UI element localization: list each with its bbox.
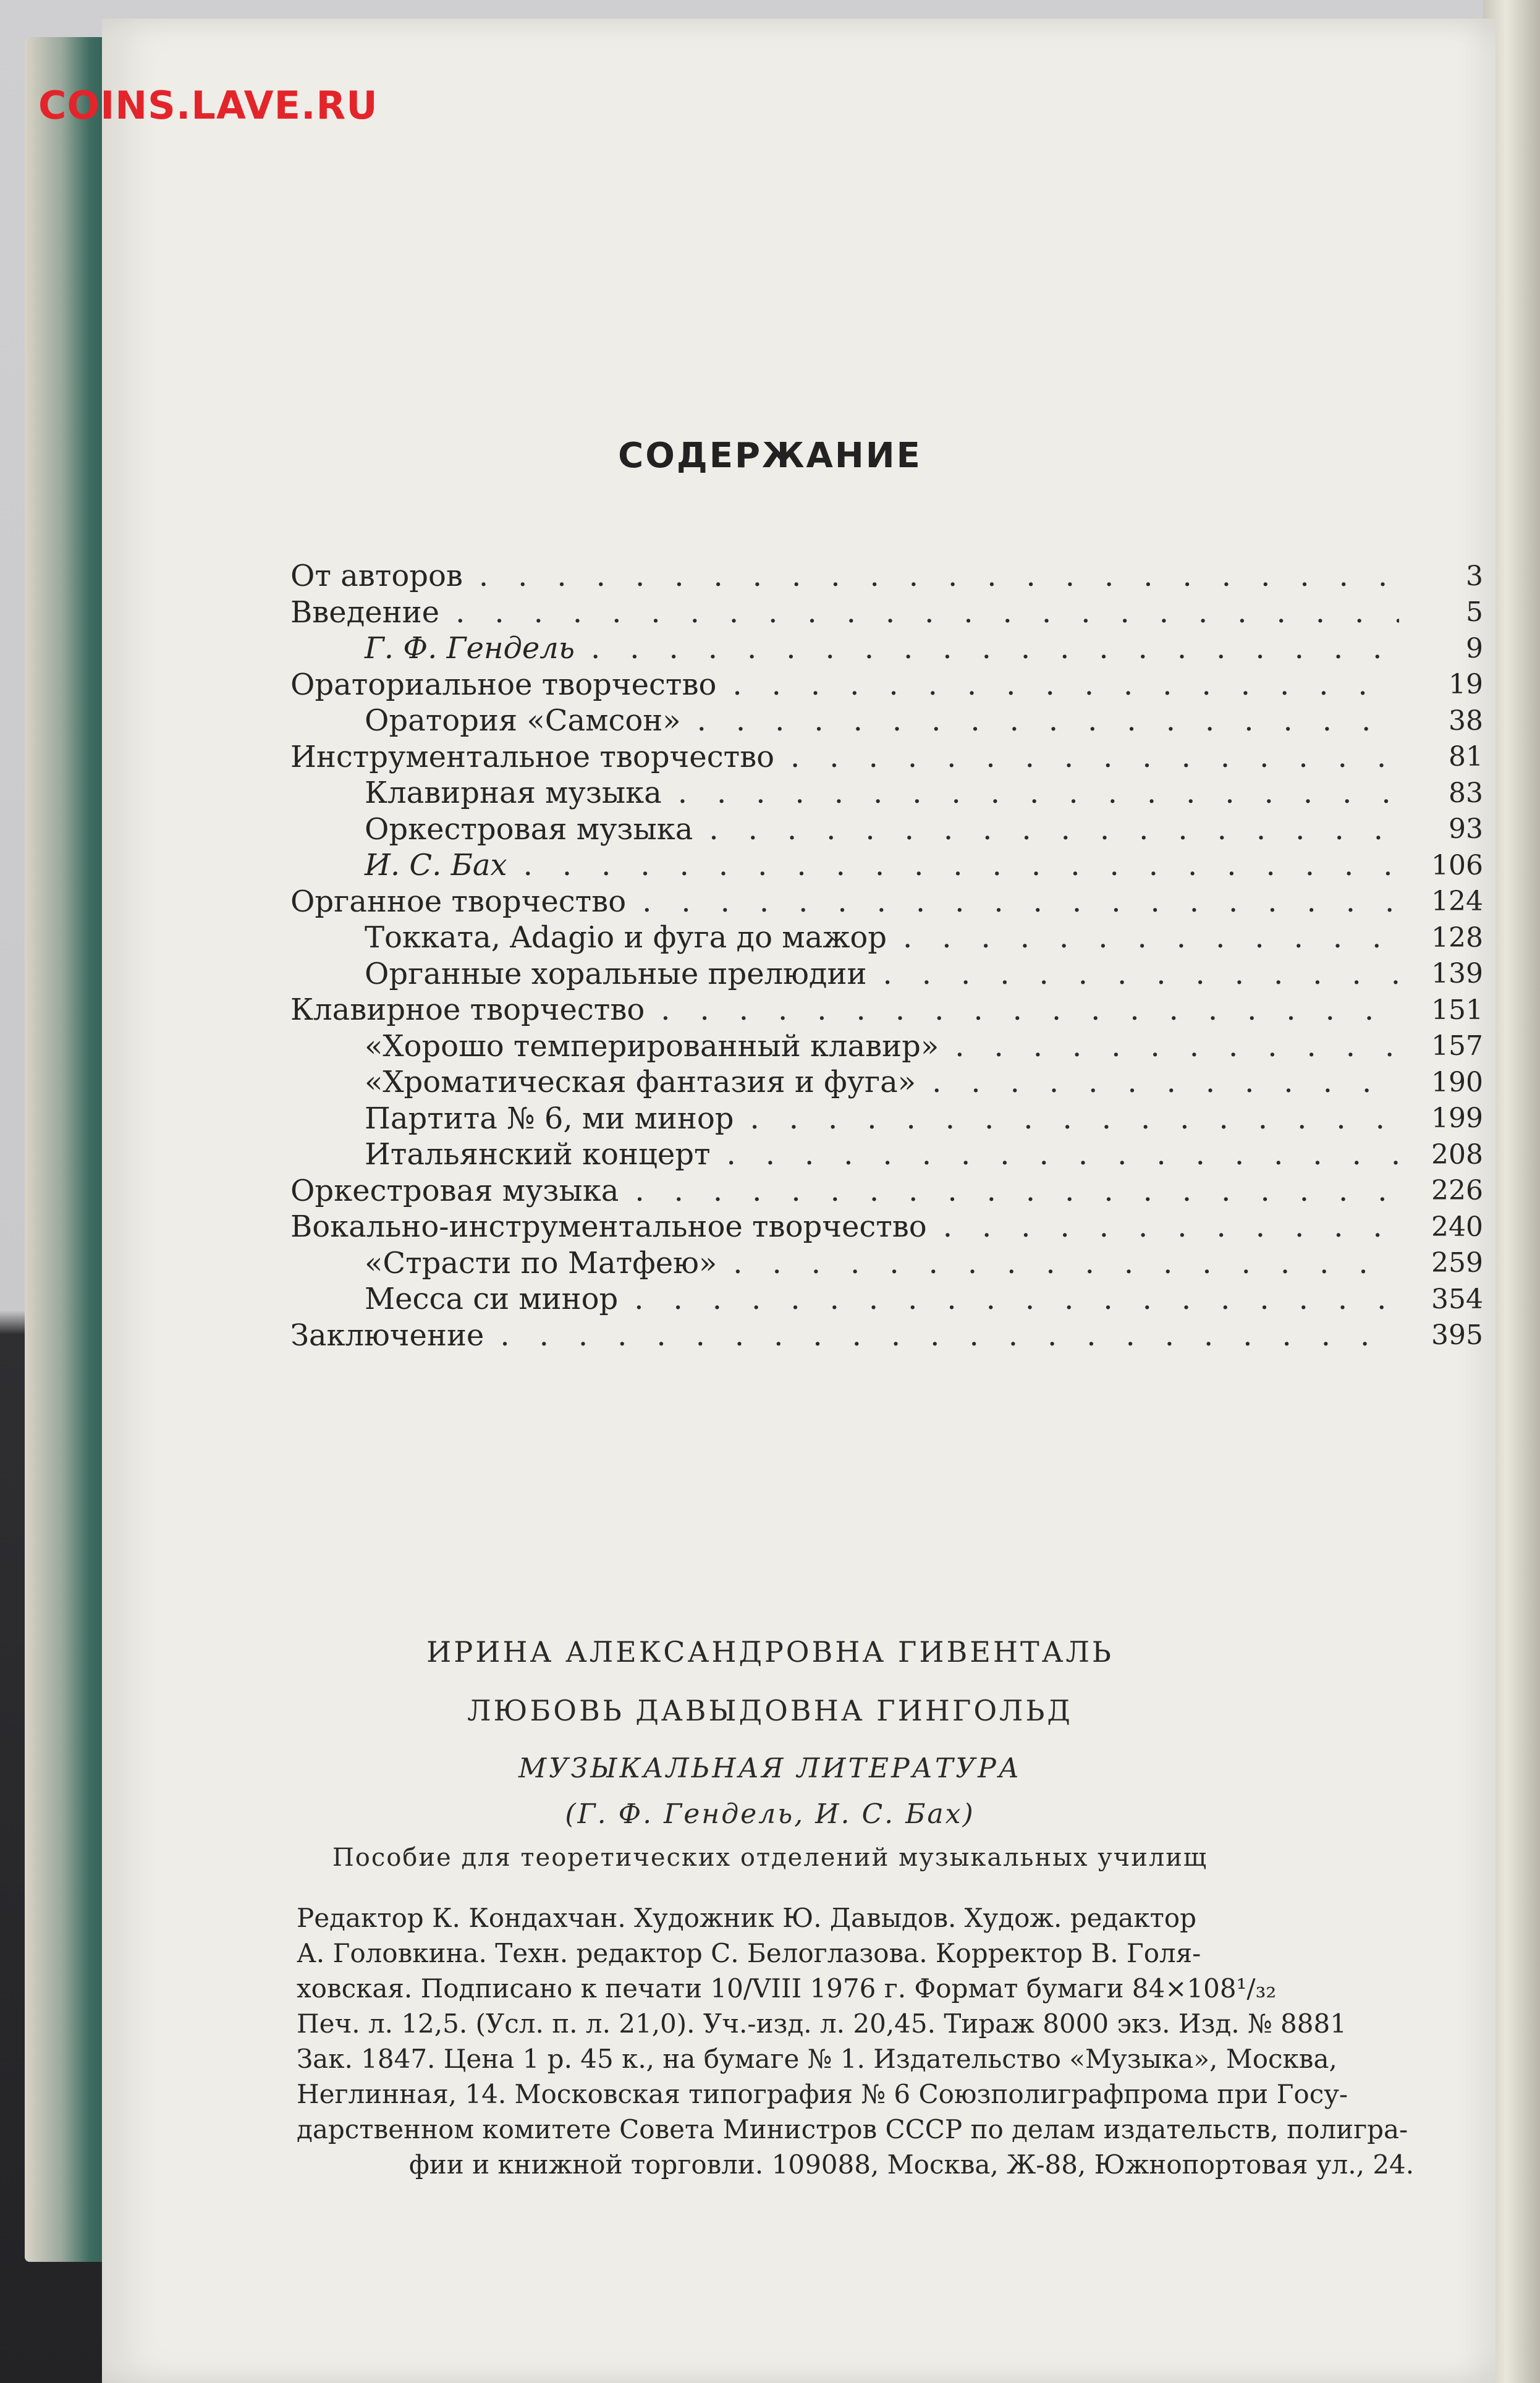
toc-entry-label: Ораториальное творчество (290, 667, 717, 702)
toc-entry-page: 199 (1431, 1103, 1483, 1135)
toc-entry (290, 920, 1483, 956)
toc-entry (290, 1318, 1483, 1354)
toc-leader-dots (635, 1174, 1399, 1208)
toc-entry-page: 106 (1431, 849, 1483, 881)
toc-leader-dots (455, 595, 1399, 630)
toc-entry (290, 558, 1483, 595)
toc-entry-label: И. С. Бах (365, 848, 507, 883)
author-2: ЛЮБОВЬ ДАВЫДОВНА ГИНГОЛЬД (467, 1694, 1073, 1727)
toc-entry (290, 595, 1483, 631)
toc-entry-page: 151 (1431, 994, 1483, 1026)
toc-entry-page: 226 (1431, 1175, 1483, 1207)
colophon-line: Зак. 1847. Цена 1 р. 45 к., на бумаге № 1. Издательство «Музыка», Москва, (297, 2044, 1337, 2074)
toc-entry-label: Оратория «Самсон» (365, 703, 681, 739)
toc-entry-page: 5 (1466, 596, 1483, 629)
toc-leader-dots (523, 848, 1399, 883)
toc-leader-dots (955, 1029, 1399, 1064)
toc-entry-page: 240 (1431, 1211, 1483, 1243)
toc-entry (290, 811, 1483, 848)
toc-leader-dots (750, 1101, 1399, 1136)
book-subtitle: (Г. Ф. Гендель, И. С. Бах) (565, 1798, 975, 1830)
toc-entry (290, 1136, 1483, 1173)
toc-entry-page: 395 (1431, 1319, 1483, 1352)
toc-leader-dots (733, 1246, 1399, 1280)
toc-entry-page: 157 (1431, 1030, 1483, 1062)
toc-leader-dots (943, 1209, 1399, 1244)
toc-entry (290, 1028, 1483, 1065)
colophon-line: Редактор К. Кондахчан. Художник Ю. Давыдов. Худож. редактор (297, 1903, 1197, 1933)
toc-entry (290, 775, 1483, 811)
toc-entry-label: Оркестровая музыка (290, 1173, 619, 1208)
toc-leader-dots (479, 559, 1399, 593)
toc-entry-label: Вокально-инструментальное творчество (290, 1209, 927, 1245)
toc-leader-dots (932, 1065, 1399, 1099)
colophon-line: фии и книжной торговли. 109088, Москва, Ж-88, Южнопортовая ул., 24. (408, 2149, 1415, 2180)
toc-entry-label: Введение (290, 595, 440, 630)
toc-entry-page: 81 (1449, 741, 1483, 773)
book-purpose: Пособие для теоретических отделений музыкальных училищ (332, 1843, 1208, 1872)
toc-entry (290, 703, 1483, 739)
toc-entry (290, 884, 1483, 920)
author-1: ИРИНА АЛЕКСАНДРОВНА ГИВЕНТАЛЬ (426, 1635, 1114, 1669)
toc-entry (290, 847, 1483, 884)
toc-entry-page: 19 (1449, 669, 1483, 701)
toc-entry (290, 1101, 1483, 1137)
toc-entry (290, 1281, 1483, 1318)
toc-entry-label: Органные хоральные прелюдии (365, 956, 867, 991)
toc-entry-label: Оркестровая музыка (365, 811, 693, 847)
toc-entry-page: 93 (1449, 813, 1483, 845)
toc-entry-label: Органное творчество (290, 884, 627, 919)
toc-entry-label: «Хорошо темперированный клавир» (365, 1028, 939, 1064)
toc-entry (290, 667, 1483, 703)
toc-entry (290, 739, 1483, 776)
colophon (297, 1900, 1489, 2182)
toc-entry (290, 956, 1483, 993)
toc-leader-dots (634, 1282, 1399, 1316)
colophon-line: Неглинная, 14. Московская типография № 6 Союзполиграфпрома при Госу- (297, 2079, 1348, 2109)
toc-entry-page: 83 (1449, 777, 1483, 809)
toc-entry-label: Клавирное творчество (290, 993, 645, 1028)
toc-leader-dots (678, 776, 1399, 810)
toc-entry-label: Г. Ф. Гендель (365, 631, 575, 666)
toc-entry-page: 259 (1431, 1247, 1483, 1279)
toc-entry (290, 1064, 1483, 1101)
page-title: СОДЕРЖАНИЕ (618, 436, 922, 476)
toc-leader-dots (709, 812, 1399, 847)
toc-leader-dots (697, 703, 1399, 738)
toc-entry-page: 139 (1431, 958, 1483, 990)
toc-entry (290, 1245, 1483, 1282)
toc-entry (290, 992, 1483, 1028)
toc-entry-label: «Страсти по Матфею» (365, 1245, 717, 1280)
toc-leader-dots (642, 884, 1399, 919)
toc-entry-page: 9 (1466, 632, 1483, 664)
toc-leader-dots (882, 957, 1399, 991)
toc-entry-page: 38 (1449, 705, 1483, 737)
toc-entry-page: 354 (1431, 1283, 1483, 1315)
toc-entry-label: Месса си минор (365, 1282, 619, 1317)
toc-leader-dots (903, 920, 1399, 955)
colophon-line: А. Головкина. Техн. редактор С. Белоглазова. Корректор В. Голя- (297, 1938, 1201, 1968)
toc-entry (290, 1209, 1483, 1245)
toc-entry-label: Инструментальное творчество (290, 739, 775, 774)
watermark: COINS.LAVE.RU (38, 83, 378, 128)
toc-entry-label: Заключение (290, 1318, 484, 1353)
toc-leader-dots (500, 1318, 1399, 1353)
toc-entry-page: 124 (1431, 886, 1483, 918)
toc-entry-label: Итальянский концерт (365, 1137, 711, 1172)
toc-entry-label: Партита № 6, ми минор (365, 1101, 734, 1136)
toc-entry-label: От авторов (290, 559, 463, 594)
toc-entry-page: 128 (1431, 921, 1483, 954)
colophon-line: Печ. л. 12,5. (Усл. п. л. 21,0). Уч.-изд. л. 20,45. Тираж 8000 экз. Изд. № 8881 (297, 2008, 1347, 2039)
toc-entry (290, 630, 1483, 667)
toc-entry-page: 3 (1466, 560, 1483, 592)
toc-leader-dots (591, 631, 1399, 666)
toc-entry-label: Токката, Adagio и фуга до мажор (365, 920, 887, 955)
toc-leader-dots (661, 993, 1399, 1027)
table-of-contents (290, 558, 1483, 1353)
toc-entry-page: 190 (1431, 1066, 1483, 1098)
toc-leader-dots (790, 740, 1399, 774)
toc-entry-page: 208 (1431, 1138, 1483, 1170)
toc-entry (290, 1173, 1483, 1209)
toc-entry-label: Клавирная музыка (365, 776, 662, 811)
colophon-line: дарственном комитете Совета Министров СССР по делам издательств, полигра- (297, 2114, 1408, 2144)
toc-leader-dots (732, 667, 1399, 702)
colophon-line: ховская. Подписано к печати 10/VIII 1976 г. Формат бумаги 84×108¹/₃₂ (297, 1973, 1277, 2004)
toc-leader-dots (727, 1137, 1400, 1172)
toc-entry-label: «Хроматическая фантазия и фуга» (365, 1065, 916, 1100)
book-title: МУЗЫКАЛЬНАЯ ЛИТЕРАТУРА (518, 1753, 1022, 1784)
